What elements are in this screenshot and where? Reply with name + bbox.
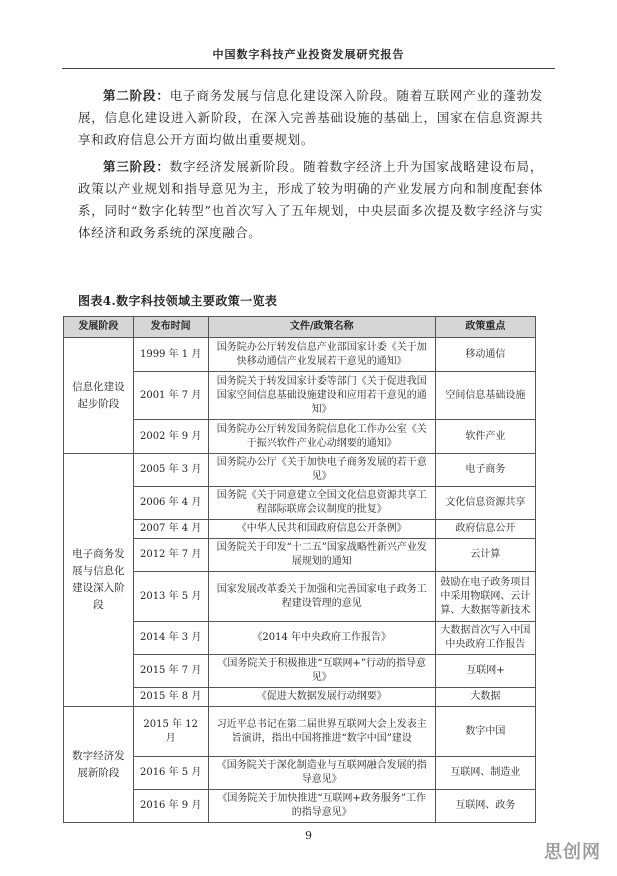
table-row xyxy=(64,688,536,707)
document-cell: 《国务院关于深化制造业与互联网融合发展的指导意见》 xyxy=(208,757,435,790)
document-cell: 《促进大数据发展行动纲要》 xyxy=(208,688,435,707)
document-cell: 《2014 年中央政府工作报告》 xyxy=(208,622,435,655)
table-row xyxy=(64,790,536,823)
document-cell: 国务院关于印发“十二五”国家战略性新兴产业发展规划的通知 xyxy=(208,539,435,572)
date-cell: 2014 年 3 月 xyxy=(133,622,208,655)
report-header: 中国数字科技产业投资发展研究报告 xyxy=(62,46,555,69)
focus-cell: 云计算 xyxy=(435,539,535,572)
table-row xyxy=(64,622,536,655)
document-cell: 国家发展改革委关于加强和完善国家电子政务工程建设管理的意见 xyxy=(208,572,435,622)
policy-table xyxy=(63,316,536,823)
table-row xyxy=(64,520,536,539)
body-text xyxy=(78,85,543,249)
document-cell: 国务院办公厅转发信息产业部国家计委《关于加快移动通信产业发展若干意见的通知》 xyxy=(208,338,435,372)
stage-cell: 信息化建设起步阶段 xyxy=(64,338,134,454)
focus-cell: 空间信息基础设施 xyxy=(435,372,535,420)
focus-cell: 互联网+ xyxy=(435,655,535,688)
table-row xyxy=(64,372,536,420)
table-header-row xyxy=(64,317,536,338)
focus-cell: 软件产业 xyxy=(435,420,535,454)
document-cell: 《国务院关于积极推进“互联网+”行动的指导意见》 xyxy=(208,655,435,688)
date-cell: 2016 年 9 月 xyxy=(133,790,208,823)
table-row xyxy=(64,655,536,688)
paragraph-lead: 第二阶段： xyxy=(103,88,170,103)
date-cell: 2002 年 9 月 xyxy=(133,420,208,454)
date-cell: 2005 年 3 月 xyxy=(133,454,208,487)
paragraph-stage-3 xyxy=(78,156,543,244)
table-row xyxy=(64,454,536,487)
document-cell: 国务院办公厅《关于加快电子商务发展的若干意见》 xyxy=(208,454,435,487)
date-cell: 2013 年 5 月 xyxy=(133,572,208,622)
focus-cell: 政府信息公开 xyxy=(435,520,535,539)
paragraph-stage-2 xyxy=(78,85,543,151)
paragraph-lead: 第三阶段： xyxy=(103,159,170,174)
figure-title: 图表4.数字科技领域主要政策一览表 xyxy=(78,294,278,308)
paragraph-text: 数字经济发展新阶段。随着数字经济上升为国家战略建设布局，政策以产业规划和指导意见为主，形成了较为明确的产业发展方向和制度配套体系，同时“数字化转型”也首次写入了五年规划，中央层面多次提及数字经济与实体经济和政务系统的深度融合。 xyxy=(78,159,543,240)
table-row xyxy=(64,338,536,372)
focus-cell: 大数据首次写入中国中央政府工作报告 xyxy=(435,622,535,655)
focus-cell: 互联网、政务 xyxy=(435,790,535,823)
table-row xyxy=(64,572,536,622)
focus-cell: 文化信息资源共享 xyxy=(435,487,535,520)
focus-cell: 数字中国 xyxy=(435,707,535,757)
date-cell: 2015 年 8 月 xyxy=(133,688,208,707)
date-cell: 2001 年 7 月 xyxy=(133,372,208,420)
table-row xyxy=(64,487,536,520)
column-header: 文件/政策名称 xyxy=(208,317,435,338)
date-cell: 2007 年 4 月 xyxy=(133,520,208,539)
focus-cell: 移动通信 xyxy=(435,338,535,372)
table-row xyxy=(64,420,536,454)
watermark-logo: 思创网 xyxy=(544,842,601,863)
paragraph-text: 电子商务发展与信息化建设深入阶段。随着互联网产业的蓬勃发展，信息化建设进入新阶段，在深入完善基础设施的基础上，国家在信息资源共享和政府信息公开方面均做出重要规划。 xyxy=(78,88,543,147)
date-cell: 2012 年 7 月 xyxy=(133,539,208,572)
document-cell: 习近平总书记在第二届世界互联网大会上发表主旨演讲，指出中国将推进“数字中国”建设 xyxy=(208,707,435,757)
document-cell: 《国务院关于加快推进“互联网+政务服务”工作的指导意见》 xyxy=(208,790,435,823)
date-cell: 2015 年 7 月 xyxy=(133,655,208,688)
document-cell: 国务院《关于同意建立全国文化信息资源共享工程部际联席会议制度的批复》 xyxy=(208,487,435,520)
column-header: 政策重点 xyxy=(435,317,535,338)
table-row xyxy=(64,707,536,757)
date-cell: 1999 年 1 月 xyxy=(133,338,208,372)
document-cell: 《中华人民共和国政府信息公开条例》 xyxy=(208,520,435,539)
page-number: 9 xyxy=(305,829,312,842)
date-cell: 2015 年 12 月 xyxy=(133,707,208,757)
focus-cell: 电子商务 xyxy=(435,454,535,487)
focus-cell: 大数据 xyxy=(435,688,535,707)
document-cell: 国务院关于转发国家计委等部门《关于促进我国国家空间信息基础设施建设和应用若干意见的通知》 xyxy=(208,372,435,420)
date-cell: 2006 年 4 月 xyxy=(133,487,208,520)
document-cell: 国务院办公厅转发国务院信息化工作办公室《关于振兴软件产业心动纲要的通知》 xyxy=(208,420,435,454)
column-header: 发展阶段 xyxy=(64,317,134,338)
focus-cell: 互联网、制造业 xyxy=(435,757,535,790)
table-row xyxy=(64,757,536,790)
column-header: 发布时间 xyxy=(133,317,208,338)
table-row xyxy=(64,539,536,572)
focus-cell: 鼓励在电子政务项目中采用物联网、云计算、大数据等新技术 xyxy=(435,572,535,622)
stage-cell: 电子商务发展与信息化建设深入阶段 xyxy=(64,454,134,707)
stage-cell: 数字经济发展新阶段 xyxy=(64,707,134,823)
date-cell: 2016 年 5 月 xyxy=(133,757,208,790)
